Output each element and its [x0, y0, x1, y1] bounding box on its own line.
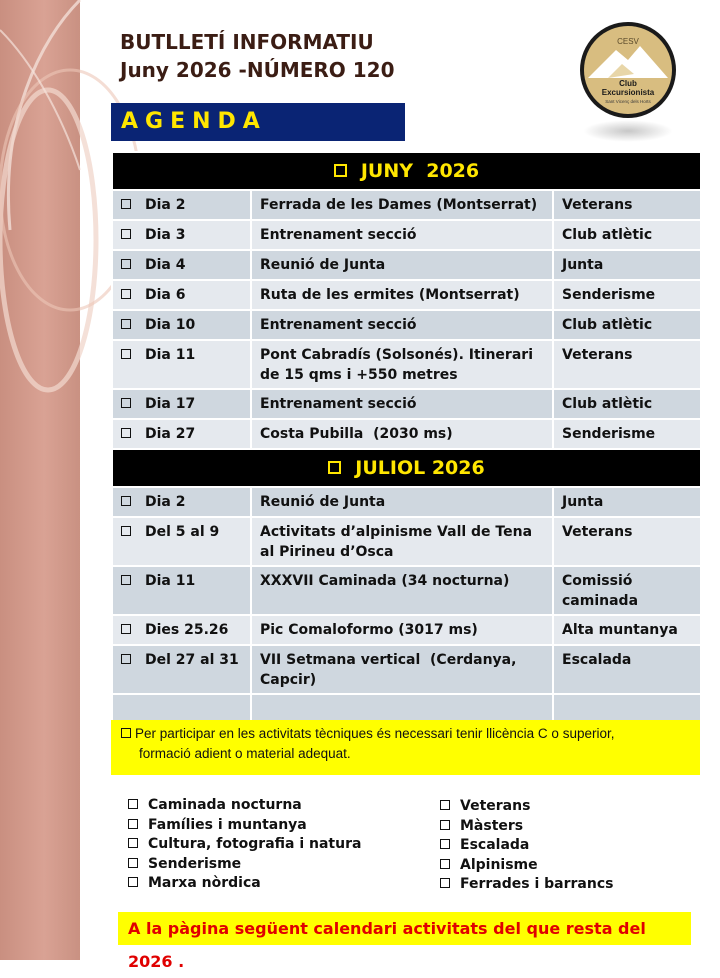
agenda-day-cell: [112, 645, 251, 694]
agenda-section: Junta: [562, 257, 604, 273]
category-item: [440, 836, 613, 856]
agenda-section: Escalada: [562, 652, 632, 668]
category-item: [128, 835, 361, 855]
agenda-section: Junta: [562, 494, 604, 510]
agenda-section-cell: [553, 389, 701, 419]
checkbox-icon: [440, 800, 450, 810]
category-label: Famílies i muntanya: [148, 816, 307, 833]
category-label: Veterans: [460, 798, 531, 814]
checkbox-icon: [334, 164, 347, 177]
agenda-day-cell: [112, 250, 251, 280]
agenda-activity-cell: [251, 615, 553, 645]
checkbox-icon: [328, 461, 341, 474]
category-list-right: [440, 797, 613, 895]
agenda-empty-row: [112, 694, 701, 722]
checkbox-icon: [121, 289, 131, 299]
agenda-section-cell: [553, 250, 701, 280]
newsletter-title: BUTLLETÍ INFORMATIU: [120, 30, 374, 54]
checkbox-icon: [128, 858, 138, 868]
agenda-section: Senderisme: [562, 426, 656, 442]
agenda-section-cell: [553, 615, 701, 645]
agenda-day-cell: [112, 517, 251, 566]
checkbox-icon: [121, 229, 131, 239]
agenda-row: [112, 419, 701, 449]
agenda-row: [112, 487, 701, 517]
agenda-activity-cell: [251, 645, 553, 694]
month-title: JUNY 2026: [360, 160, 480, 182]
agenda-day: Dia 27: [145, 426, 196, 442]
checkbox-icon: [121, 199, 131, 209]
agenda-row: [112, 220, 701, 250]
agenda-activity: Pont Cabradís (Solsonés). Itinerari de 15 qms i +550 metres: [260, 347, 538, 383]
agenda-section-cell: [553, 190, 701, 220]
checkbox-icon: [440, 878, 450, 888]
agenda-activity-cell: [251, 220, 553, 250]
agenda-activity: Reunió de Junta: [260, 257, 386, 273]
agenda-day-cell: [112, 389, 251, 419]
checkbox-icon: [128, 799, 138, 809]
agenda-day: Del 27 al 31: [145, 652, 239, 668]
agenda-day: Dia 10: [145, 317, 196, 333]
agenda-activity-cell: [251, 340, 553, 389]
agenda-day-cell: [112, 280, 251, 310]
agenda-empty-cell: [553, 694, 701, 722]
agenda-row: [112, 310, 701, 340]
month-header-row: [112, 449, 701, 487]
agenda-day: Dia 17: [145, 396, 196, 412]
agenda-day-cell: [112, 340, 251, 389]
agenda-activity: Ferrada de les Dames (Montserrat): [260, 197, 538, 213]
checkbox-icon: [121, 728, 131, 738]
category-label: Màsters: [460, 817, 524, 834]
agenda-activity: Reunió de Junta: [260, 494, 386, 510]
category-label: Caminada nocturna: [148, 797, 302, 813]
agenda-activity-cell: [251, 517, 553, 566]
agenda-row: [112, 250, 701, 280]
category-label: Senderisme: [148, 855, 242, 872]
agenda-banner: AGENDA: [111, 103, 405, 141]
agenda-activity: Pic Comaloformo (3017 ms): [260, 622, 478, 638]
agenda-activity-cell: [251, 190, 553, 220]
agenda-row: [112, 645, 701, 694]
agenda-section: Club atlètic: [562, 317, 653, 333]
agenda-activity: Ruta de les ermites (Montserrat): [260, 287, 520, 303]
checkbox-icon: [121, 259, 131, 269]
license-note: [111, 720, 700, 775]
category-label: Cultura, fotografia i natura: [148, 836, 362, 852]
category-label: Ferrades i barrancs: [460, 876, 614, 892]
agenda-activity-cell: [251, 487, 553, 517]
agenda-section: Veterans: [562, 347, 633, 363]
agenda-section-cell: [553, 517, 701, 566]
agenda-section: Senderisme: [562, 287, 656, 303]
agenda-activity: Entrenament secció: [260, 227, 417, 243]
agenda-day-cell: [112, 566, 251, 615]
category-label: Alpinisme: [460, 856, 538, 873]
agenda-row: [112, 389, 701, 419]
agenda-section-cell: [553, 645, 701, 694]
agenda-schedule: [111, 151, 700, 723]
decorative-rings-icon: [0, 0, 80, 960]
category-item: [128, 816, 361, 836]
agenda-section-cell: [553, 220, 701, 250]
checkbox-icon: [121, 428, 131, 438]
agenda-row: [112, 566, 701, 615]
agenda-row: [112, 280, 701, 310]
agenda-day-cell: [112, 615, 251, 645]
category-list-left: [128, 796, 361, 894]
club-logo: [578, 20, 678, 120]
license-note-line2: formació adient o material adequat.: [139, 746, 351, 761]
agenda-day-cell: [112, 419, 251, 449]
agenda-empty-cell: [251, 694, 553, 722]
agenda-row: [112, 517, 701, 566]
checkbox-icon: [121, 624, 131, 634]
agenda-section: Veterans: [562, 524, 633, 540]
category-label: Marxa nòrdica: [148, 875, 261, 891]
agenda-row: [112, 190, 701, 220]
agenda-day-cell: [112, 190, 251, 220]
agenda-section-cell: [553, 419, 701, 449]
agenda-section: Club atlètic: [562, 396, 653, 412]
agenda-activity: Activitats d’alpinisme Vall de Tena al Pirineu d’Osca: [260, 524, 537, 560]
agenda-day: Dies 25.26: [145, 622, 229, 638]
category-item: [440, 797, 613, 817]
category-item: [128, 855, 361, 875]
agenda-activity-cell: [251, 389, 553, 419]
category-label: Escalada: [460, 837, 530, 853]
agenda-section: Club atlètic: [562, 227, 653, 243]
agenda-section: Veterans: [562, 197, 633, 213]
agenda-day: Dia 2: [145, 494, 186, 510]
logo-shadow: [583, 120, 673, 142]
agenda-day: Del 5 al 9: [145, 524, 220, 540]
checkbox-icon: [128, 819, 138, 829]
newsletter-issue: Juny 2026 -NÚMERO 120: [120, 58, 395, 82]
agenda-day: Dia 3: [145, 227, 186, 243]
agenda-activity: VII Setmana vertical (Cerdanya, Capcir): [260, 652, 522, 688]
next-page-notice: A la pàgina següent calendari activitats del que resta del 2026 .: [118, 912, 691, 945]
category-item: [440, 817, 613, 837]
agenda-activity-cell: [251, 310, 553, 340]
agenda-activity-cell: [251, 280, 553, 310]
category-item: [128, 874, 361, 894]
checkbox-icon: [121, 654, 131, 664]
checkbox-icon: [440, 839, 450, 849]
agenda-activity: Entrenament secció: [260, 396, 417, 412]
logo-name-line2: Excursionista: [601, 88, 655, 97]
checkbox-icon: [128, 838, 138, 848]
month-header-row: [112, 152, 701, 190]
checkbox-icon: [121, 496, 131, 506]
checkbox-icon: [121, 575, 131, 585]
agenda-activity-cell: [251, 419, 553, 449]
agenda-day: Dia 2: [145, 197, 186, 213]
category-item: [440, 875, 613, 895]
agenda-section: Alta muntanya: [562, 622, 678, 638]
agenda-day: Dia 6: [145, 287, 186, 303]
agenda-activity: Costa Pubilla (2030 ms): [260, 426, 453, 442]
checkbox-icon: [121, 526, 131, 536]
agenda-day-cell: [112, 487, 251, 517]
category-item: [128, 796, 361, 816]
agenda-section-cell: [553, 566, 701, 615]
decorative-side-band: [0, 0, 80, 960]
agenda-section-cell: [553, 310, 701, 340]
agenda-row: [112, 615, 701, 645]
logo-tagline: Sant Vicenç dels Horts: [605, 99, 651, 104]
license-note-line1: Per participar en les activitats tècniques és necessari tenir llicència C o superior,: [135, 726, 615, 741]
logo-acronym: CESV: [617, 37, 639, 46]
checkbox-icon: [440, 859, 450, 869]
logo-name-line1: Club: [619, 79, 637, 88]
agenda-activity: Entrenament secció: [260, 317, 417, 333]
agenda-section-cell: [553, 487, 701, 517]
checkbox-icon: [121, 319, 131, 329]
checkbox-icon: [121, 398, 131, 408]
agenda-activity-cell: [251, 566, 553, 615]
agenda-day: Dia 11: [145, 347, 196, 363]
agenda-day-cell: [112, 310, 251, 340]
agenda-activity: XXXVII Caminada (34 nocturna): [260, 573, 510, 589]
agenda-section: Comissió caminada: [562, 573, 639, 609]
category-item: [440, 856, 613, 876]
agenda-section-cell: [553, 280, 701, 310]
agenda-day: Dia 4: [145, 257, 186, 273]
agenda-day: Dia 11: [145, 573, 196, 589]
agenda-empty-cell: [112, 694, 251, 722]
checkbox-icon: [440, 820, 450, 830]
checkbox-icon: [128, 877, 138, 887]
agenda-activity-cell: [251, 250, 553, 280]
month-title: JULIOL 2026: [355, 457, 485, 479]
checkbox-icon: [121, 349, 131, 359]
agenda-row: [112, 340, 701, 389]
agenda-section-cell: [553, 340, 701, 389]
agenda-day-cell: [112, 220, 251, 250]
